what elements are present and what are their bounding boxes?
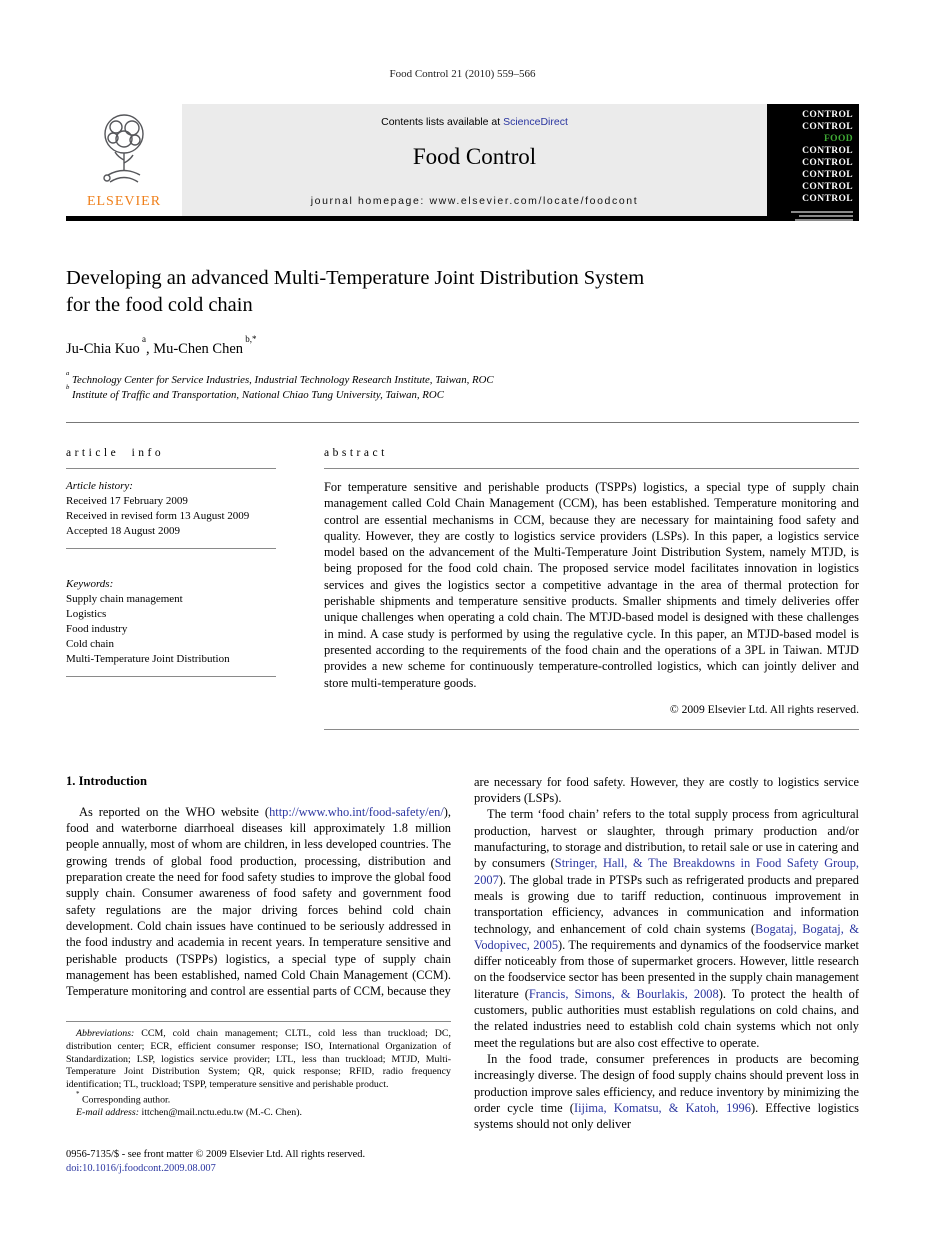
text-segment: As reported on the WHO website ( xyxy=(79,804,270,819)
author-line xyxy=(66,334,859,358)
line xyxy=(66,652,276,667)
rule xyxy=(66,548,276,549)
banner-rule xyxy=(66,216,859,221)
keywords-list xyxy=(66,592,276,667)
author-affiliation-sup: a xyxy=(139,334,146,345)
title-block xyxy=(66,265,859,402)
citation-stringer-2007[interactable]: Stringer, Hall, & The Breakdowns in Food Safety Group, 2007 xyxy=(474,856,859,887)
who-url-link[interactable]: http://www.who.int/food-safety/en/ xyxy=(269,804,444,819)
meta-section xyxy=(66,423,859,740)
abstract-text xyxy=(324,479,859,691)
affiliation-text: Institute of Traffic and Transportation, National Chiao Tung University, Taiwan, ROC xyxy=(69,388,444,401)
footnotes xyxy=(66,1021,451,1119)
journal-banner xyxy=(66,104,859,236)
line xyxy=(773,169,853,181)
line xyxy=(66,524,276,539)
line xyxy=(66,622,276,637)
article-info-column xyxy=(66,447,276,740)
elsevier-logo xyxy=(66,104,182,216)
elsevier-wordmark: ELSEVIER xyxy=(86,194,162,209)
page-content xyxy=(66,0,859,1132)
doi-link[interactable]: doi:10.1016/j.foodcont.2009.08.007 xyxy=(66,1163,216,1174)
line xyxy=(66,592,276,607)
paragraph xyxy=(66,804,451,1000)
article-history-label: Article history: xyxy=(66,480,133,492)
citation-francis-2008[interactable]: Francis, Simons, & Bourlakis, 2008 xyxy=(528,986,719,1001)
text-segment: FOOD xyxy=(823,134,853,144)
article-info-heading: article info xyxy=(66,447,165,459)
article-history-list xyxy=(66,494,276,539)
text-segment: ). The global trade in PTSPs such as refrigerated products and prepared meals is growing due to tariff reduction, continuous improvement in transportation efficiency, advances in communication and information technology, and enhancement of cold chain systems ( xyxy=(474,872,859,936)
text-segment: Cold chain xyxy=(66,638,114,650)
affiliation-text: Technology Center for Service Industries, Industrial Technology Research Institute, Taiwan, ROC xyxy=(69,374,494,386)
line xyxy=(773,193,853,205)
contents-prefix: Contents lists available at xyxy=(381,116,504,128)
keywords-label: Keywords: xyxy=(66,578,114,590)
text-segment: ). Effective logistics systems should not only deliver xyxy=(474,1100,859,1132)
right-paragraphs xyxy=(474,774,859,1133)
affiliation-line xyxy=(66,369,859,388)
text-segment: The term ‘food chain’ refers to the total supply process from agricultural production, harvest or slaughter, through primary production and/or manufacturing, to storage and distribution, to retail sale or use in catering and by consumers ( xyxy=(474,807,859,871)
text-segment: Received 17 February 2009 xyxy=(66,495,188,507)
line xyxy=(773,157,853,169)
journal-reference: Food Control 21 (2010) 559–566 xyxy=(389,68,536,80)
abstract-copyright: © 2009 Elsevier Ltd. All rights reserved. xyxy=(669,702,859,716)
rule xyxy=(324,468,859,469)
author-affiliation-sup: b,* xyxy=(243,334,257,345)
text-segment: , xyxy=(145,341,154,357)
affiliation-line xyxy=(66,384,859,403)
line xyxy=(773,121,853,133)
journal-homepage-link[interactable]: journal homepage: www.elsevier.com/locate/foodcont xyxy=(310,195,639,207)
paragraph xyxy=(66,1028,451,1091)
text-segment: Accepted 18 August 2009 xyxy=(66,525,180,537)
abstract-heading: abstract xyxy=(324,447,388,459)
affiliation-sup: a xyxy=(66,369,70,377)
affiliation-sup: b xyxy=(66,384,70,392)
text-segment: 0956-7135/$ - see front matter © 2009 Elsevier Ltd. All rights reserved. xyxy=(66,1149,366,1160)
cover-fineprint xyxy=(773,209,853,223)
affiliations xyxy=(66,369,859,402)
cover-bottom-label: CONTROL xyxy=(812,227,853,236)
paragraph xyxy=(324,479,859,691)
left-column xyxy=(66,774,451,1133)
paragraph xyxy=(474,1051,859,1132)
journal-title: Food Control xyxy=(412,144,537,169)
text-segment: * xyxy=(76,1090,80,1098)
line xyxy=(66,265,859,292)
line xyxy=(66,509,276,524)
elsevier-tree-icon xyxy=(85,108,163,192)
text-segment: CONTROL xyxy=(802,158,853,168)
journal-cover-thumbnail[interactable] xyxy=(767,104,859,236)
text-segment: In the food trade, consumer preferences in products are becoming increasingly diverse. The design of food supply chains should prevent loss in production improve sales efficiency, and reduce inventory by minimizing the order cycle time ( xyxy=(474,1051,859,1115)
spacer xyxy=(66,559,276,577)
right-column xyxy=(474,774,859,1133)
line xyxy=(66,1148,365,1162)
text-segment: CONTROL xyxy=(802,182,853,192)
text-segment: Developing an advanced Multi-Temperature Joint Distribution System xyxy=(66,267,645,289)
author-name: Ju-Chia Kuo xyxy=(66,341,140,357)
text-segment: CONTROL xyxy=(802,110,853,120)
rule xyxy=(66,468,276,469)
text-segment: For temperature sensitive and perishable products (TSPPs) logistics, a special type of supply chain management called Cold Chain Management (CCM), has been established. Temperature monitoring and control are essential mechanisms in CCM, because they are necessary for maintaining food safety and quality. However, they are costly to logistics service providers (LSPs). In this paper, a logistics service model based on the advancement of the Multi-Temperature Joint Distribution System, namely MTJD, is being proposed for the food cold chain. The proposed service model facilitates innovation in logistics services and gives the logistics sector a competitive advantage in the area of thermal protection for perishable shipments and temperature sensitive products. Smaller shipments and timely deliveries offer unique challenges when operating a cold chain. The MTJD-based model is designed with these challenges in mind. A case study is performed by using the regulative cycle. In this paper, an MTJD-based model is presented according to the requirements of the food chain and the operations of a 3PL in Taiwan. MTJD provides a new scheme for continuously temperature-controlled logistics, which can jointly deliver and store multi-temperature goods. xyxy=(324,480,859,690)
author-name: Mu-Chen Chen xyxy=(153,341,244,357)
text-segment: CONTROL xyxy=(802,146,853,156)
contents-line xyxy=(182,116,767,128)
paragraph xyxy=(474,774,859,807)
article-title xyxy=(66,265,859,319)
line xyxy=(66,607,276,622)
text-segment: CCM, cold chain management; CLTL, cold less than truckload; DC, distribution center; ECR, efficient consumer response; ISO, International Organization of Standardization; LSP, logistics service provider; LTL, less than truckload; MTJD, Multi-Temperature Joint Distribution System; QR, quick response; RFID, radio frequency identification; TL, truckload; TSPP, temperature sensitive and perishable product. xyxy=(66,1028,451,1090)
text-segment: ). To protect the health of customers, public authorities must establish regulations on cold chains, and the related industries need to establish cold chain systems which not only meet the regulations but are also cost effective to operate. xyxy=(474,986,859,1050)
line xyxy=(773,181,853,193)
citation-bogataj-2005[interactable]: Bogataj, Bogataj, & Vodopivec, 2005 xyxy=(474,921,860,952)
left-paragraphs xyxy=(66,804,451,1000)
line xyxy=(66,637,276,652)
text-segment: Logistics xyxy=(66,608,107,620)
footnote-paragraphs xyxy=(66,1028,451,1119)
cover-title-lines xyxy=(773,109,853,205)
citation-iijima-1996[interactable]: Iijima, Komatsu, & Katoh, 1996 xyxy=(573,1100,751,1115)
banner-center xyxy=(182,104,767,216)
cover-bottom xyxy=(773,223,853,236)
text-segment: Received in revised form 13 August 2009 xyxy=(66,510,250,522)
line xyxy=(773,133,853,157)
line xyxy=(66,1162,365,1176)
text-segment: E-mail address: xyxy=(76,1107,142,1119)
text-segment: are necessary for food safety. However, they are costly to logistics service providers (LSPs). xyxy=(474,774,859,806)
rule xyxy=(66,676,276,677)
text-segment: Supply chain management xyxy=(66,593,183,605)
paragraph xyxy=(66,1107,451,1120)
issn-doi-block xyxy=(66,1148,365,1176)
text-segment: Abbreviations: xyxy=(76,1028,142,1040)
rule xyxy=(324,729,859,730)
paragraph xyxy=(474,806,859,1050)
line xyxy=(66,494,276,509)
text-segment: ). The requirements and dynamics of the foodservice market differ noticeably from those of supermarket grocers. However, little research on the foodservice sector has been presented in the supply chain management literature ( xyxy=(474,937,860,1001)
text-segment: CONTROL xyxy=(802,122,853,132)
sciencedirect-link[interactable]: ScienceDirect xyxy=(503,116,568,128)
article-body xyxy=(66,774,859,1133)
text-segment: Corresponding author. xyxy=(79,1094,171,1106)
text-segment: ittchen@mail.nctu.edu.tw xyxy=(141,1107,244,1119)
paragraph xyxy=(66,1091,451,1107)
line xyxy=(773,109,853,121)
text-segment: ), food and waterborne diarrhoeal diseases kill approximately 1.8 million people annually, most of whom are children, in less developed countries. The growing trends of global food production, processing, distribution and preparation create the need for food safety studies to improve the global food supply chain. Consumer awareness of food safety and government food safety regulations are the major driving forces behind cold chain development. Cold chain issues have continued to be seriously addressed in the food industry and academia in recent years. In temperature sensitive and perishable products (TSPPs) logistics, a special type of supply chain management has been established, named Cold Chain Management (CCM). Temperature monitoring and control are essential parts of CCM, because they xyxy=(66,804,451,999)
section-heading: 1. Introduction xyxy=(66,773,147,788)
text-segment: CONTROL xyxy=(802,170,853,180)
mini-elsevier-icon xyxy=(773,227,780,236)
text-segment: for the food cold chain xyxy=(66,294,253,316)
line xyxy=(66,292,859,319)
text-segment: (M.-C. Chen). xyxy=(243,1107,302,1119)
abstract-column xyxy=(324,447,859,740)
text-segment: Multi-Temperature Joint Distribution xyxy=(66,653,230,665)
text-segment: CONTROL xyxy=(802,194,853,204)
text-segment: Food industry xyxy=(66,623,128,635)
